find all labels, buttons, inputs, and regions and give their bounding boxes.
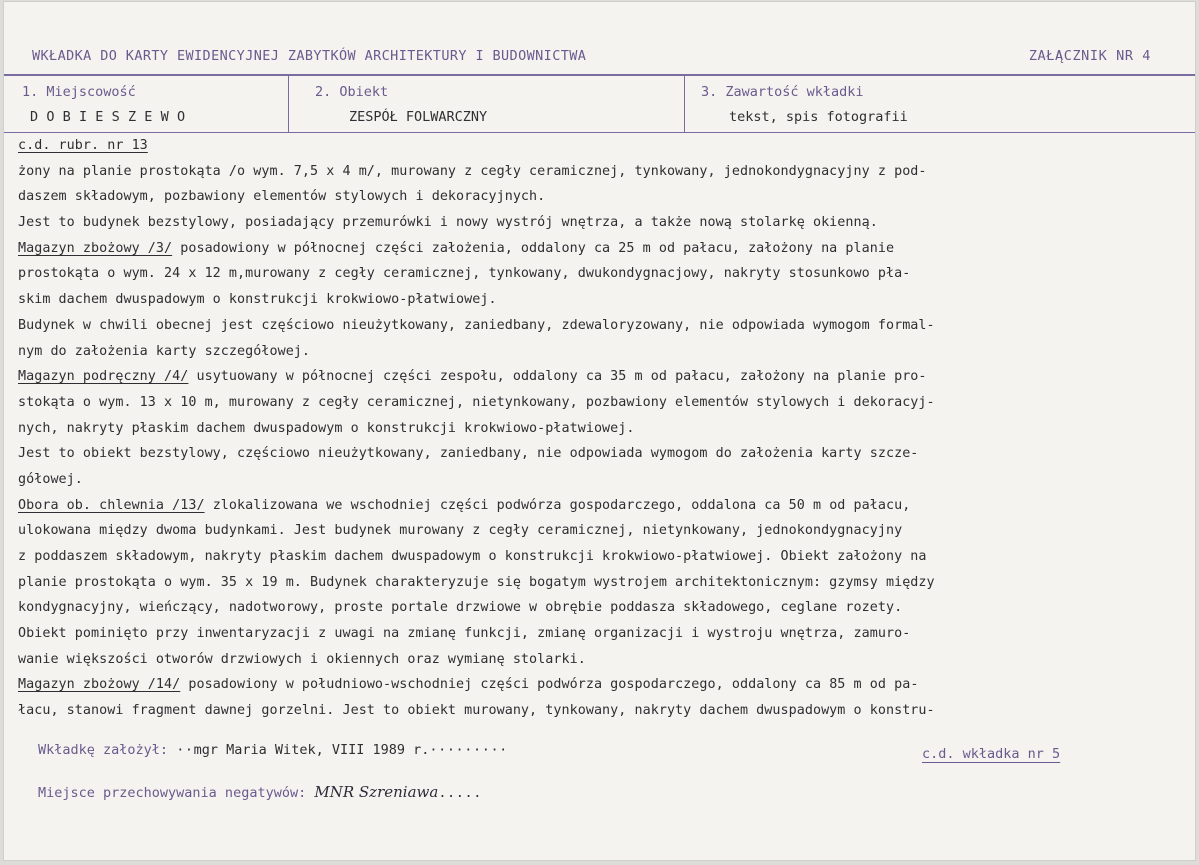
body-line bbox=[18, 570, 1190, 596]
form-title: WKŁADKA DO KARTY EWIDENCYJNEJ ZABYTKÓW ARCHITEKTURY I BUDOWNICTWA bbox=[32, 48, 587, 64]
body-line bbox=[18, 493, 1190, 519]
body-line bbox=[18, 698, 1190, 724]
contents-label: 3. Zawartość wkładki bbox=[701, 84, 864, 100]
author-value: mgr Maria Witek, VIII 1989 r. bbox=[193, 742, 430, 758]
body-line bbox=[18, 544, 1190, 570]
author-dots-tail: ········· bbox=[429, 742, 508, 758]
section-heading: c.d. rubr. nr 13 bbox=[18, 138, 148, 153]
continued-note: c.d. wkładka nr 5 bbox=[922, 746, 1061, 762]
negatives-handwritten-value: MNR Szreniawa bbox=[314, 783, 439, 801]
fields-row bbox=[4, 76, 1195, 133]
body-text: usytuowany w północnej części zespołu, oddalony ca 35 m od pałacu, założony na planie pro- bbox=[188, 369, 927, 385]
body-text: zlokalizowana we wschodniej części podwórza gospodarczego, oddalona ca 50 m od pałacu, bbox=[204, 497, 911, 513]
body-text: łacu, stanowi fragment dawnej gorzelni. Jest to obiekt murowany, tynkowany, nakryty dachem dwuspadowym o konstru- bbox=[18, 703, 935, 719]
inventory-insert-card bbox=[4, 2, 1195, 860]
body-text: gółowej. bbox=[18, 471, 83, 487]
body-line bbox=[18, 518, 1190, 544]
body-text: Jest to obiekt bezstylowy, częściowo nieużytkowany, zaniedbany, nie odpowiada wymogom do założenia karty szcze- bbox=[18, 446, 919, 462]
object-value: ZESPÓŁ FOLWARCZNY bbox=[349, 109, 488, 125]
body-line bbox=[18, 595, 1190, 621]
body-line bbox=[18, 672, 1190, 698]
body-text: skim dachem dwuspadowym o konstrukcji krokwiowo-płatwiowej. bbox=[18, 292, 497, 308]
body-text: Budynek w chwili obecnej jest częściowo nieużytkowany, zaniedbany, zdewaloryzowany, nie odpowiada wymogom formal- bbox=[18, 317, 935, 333]
body-text: wanie większości otworów drzwiowych i okiennych oraz wymianę stolarki. bbox=[18, 651, 586, 667]
author-line bbox=[38, 742, 508, 758]
locality-value: DOBIESZEWO bbox=[30, 109, 194, 125]
contents-value: tekst, spis fotografii bbox=[729, 109, 908, 125]
typed-body-text bbox=[18, 133, 1190, 724]
body-text: nym do założenia karty szczegółowej. bbox=[18, 343, 311, 359]
section-heading: Magazyn podręczny /4/ bbox=[18, 369, 189, 385]
body-line bbox=[18, 621, 1190, 647]
body-line bbox=[18, 390, 1190, 416]
locality-label: 1. Miejscowość bbox=[22, 84, 136, 100]
body-line bbox=[18, 467, 1190, 493]
section-heading: Magazyn zbożowy /14/ bbox=[18, 677, 181, 693]
negatives-dots: ..... bbox=[438, 785, 482, 801]
body-text: nych, nakryty płaskim dachem dwuspadowym o konstrukcji krokwiowo-płatwiowej. bbox=[18, 420, 635, 436]
body-line bbox=[18, 159, 1190, 185]
body-line bbox=[18, 313, 1190, 339]
body-text: żony na planie prostokąta /o wym. 7,5 x 4 m/, murowany z cegły ceramicznej, tynkowany, jednokondygnacyjny z pod- bbox=[18, 163, 927, 179]
title-row bbox=[4, 2, 1195, 76]
body-line bbox=[18, 339, 1190, 365]
author-label: Wkładkę założył: bbox=[38, 742, 169, 758]
object-label: 2. Obiekt bbox=[315, 84, 389, 100]
body-text: z poddaszem składowym, nakryty płaskim dachem dwuspadowym o konstrukcji krokwiowo-płatwiowej. Obiekt założony na bbox=[18, 549, 927, 564]
body-line bbox=[18, 364, 1190, 390]
body-line bbox=[18, 416, 1190, 442]
body-line bbox=[18, 287, 1190, 313]
body-text: stokąta o wym. 13 x 10 m, murowany z cegły ceramicznej, nietynkowany, pozbawiony elementów stylowych i dekoracyj- bbox=[18, 394, 935, 410]
body-text: planie prostokąta o wym. 35 x 19 m. Budynek charakteryzuje się bogatym wystrojem architektonicznym: gzymsy między bbox=[18, 574, 935, 590]
attachment-number: ZAŁĄCZNIK NR 4 bbox=[1028, 48, 1151, 64]
body-line bbox=[18, 261, 1190, 287]
body-text: Jest to budynek bezstylowy, posiadający przemurówki i nowy wystrój wnętrza, a także nową stolarkę okienną. bbox=[18, 215, 878, 231]
body-line bbox=[18, 236, 1190, 262]
body-text: ulokowana między dwoma budynkami. Jest budynek murowany z cegły ceramicznej, nietynkowany, jednokondygnacyjny bbox=[18, 523, 903, 539]
body-line bbox=[18, 210, 1190, 236]
locality-cell bbox=[4, 76, 289, 132]
author-dots: ·· bbox=[176, 742, 194, 758]
body-text: posadowiony w północnej części założenia, oddalony ca 25 m od pałacu, założony na planie bbox=[172, 240, 895, 256]
body-line bbox=[18, 647, 1190, 673]
contents-cell bbox=[685, 76, 1195, 132]
body-line bbox=[18, 184, 1190, 210]
body-text: kondygnacyjny, wieńczący, nadotworowy, proste portale drzwiowe w obrębie poddasza składowego, ceglane rozety. bbox=[18, 600, 903, 616]
negatives-label: Miejsce przechowywania negatywów: bbox=[38, 785, 307, 801]
body-line bbox=[18, 441, 1190, 467]
body-text: daszem składowym, pozbawiony elementów stylowych i dekoracyjnych. bbox=[18, 189, 546, 205]
body-line bbox=[18, 133, 1190, 159]
object-cell bbox=[289, 76, 685, 132]
body-text: posadowiony w południowo-wschodniej części podwórza gospodarczego, oddalony ca 85 m od pa- bbox=[180, 677, 919, 693]
body-text: prostokąta o wym. 24 x 12 m,murowany z cegły ceramicznej, tynkowany, dwukondygnacjowy, nakryty stosunkowo pła- bbox=[18, 266, 911, 282]
negatives-line bbox=[38, 783, 482, 801]
section-heading: Magazyn zbożowy /3/ bbox=[18, 240, 173, 256]
body-text: Obiekt pominięto przy inwentaryzacji z uwagi na zmianę funkcji, zmianę organizacji i wystroju wnętrza, zamuro- bbox=[18, 626, 911, 642]
section-heading: Obora ob. chlewnia /13/ bbox=[18, 497, 205, 513]
